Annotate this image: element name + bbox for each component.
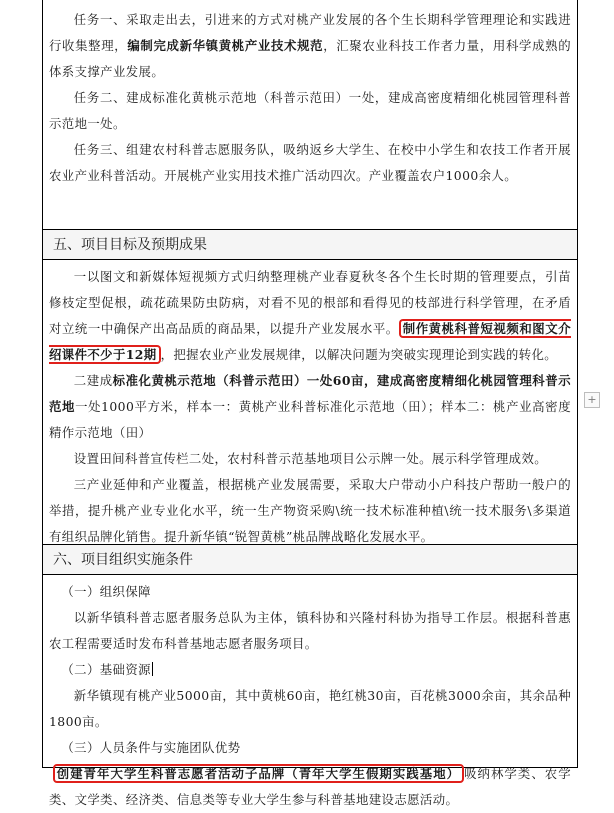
section6-p3-highlight: 创建青年大学生科普志愿者活动子品牌（青年大学生假期实践基地） [53, 764, 464, 783]
section5-p1 [49, 264, 571, 368]
section5-p2-text-b: 一处1000平方米，样本一：黄桃产业科普标准化示范地（田）；样本二：桃产业高密度精作示范地（田） [49, 399, 571, 440]
section5-p4: 三产业延伸和产业覆盖，根据桃产业发展需要，采取大户带动小户科技户帮助一般户的举措，提升桃产业专业化水平，统一生产物资采购\统一技术标准种植\统一技术服务\多渠道有组织品牌化销售。提升新华镇“锐智黄桃”桃品牌战略化发展水平。 [49, 477, 571, 544]
section5-p3: 设置田间科普宣传栏二处，农村科普示范基地项目公示牌一处。展示科学管理成效。 [73, 451, 548, 466]
section5-p2-bold: 标准化黄桃示范地（科普示范田）一处60亩，建成高密度精细化桃园管理科普示范地 [49, 373, 571, 414]
task2-paragraph: 任务二、建成标准化黄桃示范地（科普示范田）一处，建成高密度精细化桃园管理科普示范地一处。 [49, 90, 571, 131]
task1-paragraph [49, 7, 571, 85]
text-cursor [152, 662, 153, 676]
task3-paragraph: 任务三、组建农村科普志愿服务队，吸纳返乡大学生、在校中小学生和农技工作者开展农业产业科普活动。开展桃产业实用技术推广活动四次。产业覆盖农户1000余人。 [49, 142, 571, 183]
section6-sub2[interactable] [49, 657, 571, 683]
add-row-handle-icon[interactable]: + [584, 392, 600, 408]
task1-text-b: ，汇聚农业科技工作者力量，用科学成熟的体系支撑产业发展。 [49, 38, 571, 79]
section6-sub1: （一）组织保障 [61, 584, 151, 599]
section6-block [43, 575, 577, 813]
section6-p3-text-b: 吸纳林学类、农学类、文学类、经济类、信息类等专业大学生参与科普基地建设志愿活动。 [49, 766, 572, 807]
tasks-block [43, 0, 577, 230]
section6-p2: 新华镇现有桃产业5000亩，其中黄桃60亩，艳红桃30亩，百花桃3000余亩，其余品种1800亩。 [49, 688, 571, 729]
section5-p1-highlight: 制作黄桃科普短视频和图文介绍课件不少于12期 [49, 321, 571, 362]
section5-heading: 五、项目目标及预期成果 [43, 230, 577, 260]
section6-heading: 六、项目组织实施条件 [43, 545, 577, 575]
section6-p3 [49, 761, 571, 813]
document-page [42, 0, 578, 807]
section5-block [43, 260, 577, 545]
section6-sub3: （三）人员条件与实施团队优势 [61, 740, 241, 755]
section5-p2 [49, 368, 571, 446]
section5-p2-text-a: 二建成 [73, 373, 113, 388]
section6-p1: 以新华镇科普志愿者服务总队为主体，镇科协和兴隆村科协为指导工作层。根据科普惠农工程需要适时发布科普基地志愿者服务项目。 [49, 610, 571, 651]
section6-sub2-text: （二）基础资源 [61, 662, 151, 677]
section5-p1-text-a: 一以图文和新媒体短视频方式归纳整理桃产业春夏秋冬各个生长时期的管理要点，引苗修枝定型促根，疏花疏果防虫防病，对看不见的根部和看得见的枝部进行科学管理，在矛盾对立统一中确保产出高品质的商品果，以提升产业发展水平。 [49, 269, 571, 336]
task1-bold: 编制完成新华镇黄桃产业技术规范 [127, 38, 324, 53]
task1-text-a: 任务一、采取走出去，引进来的方式对桃产业发展的各个生长期科学管理理论和实践进行收集整理， [49, 12, 571, 53]
section5-p1-text-b: ，把握农业产业发展规律，以解决问题为突破实现理论到实践的转化。 [160, 347, 558, 362]
